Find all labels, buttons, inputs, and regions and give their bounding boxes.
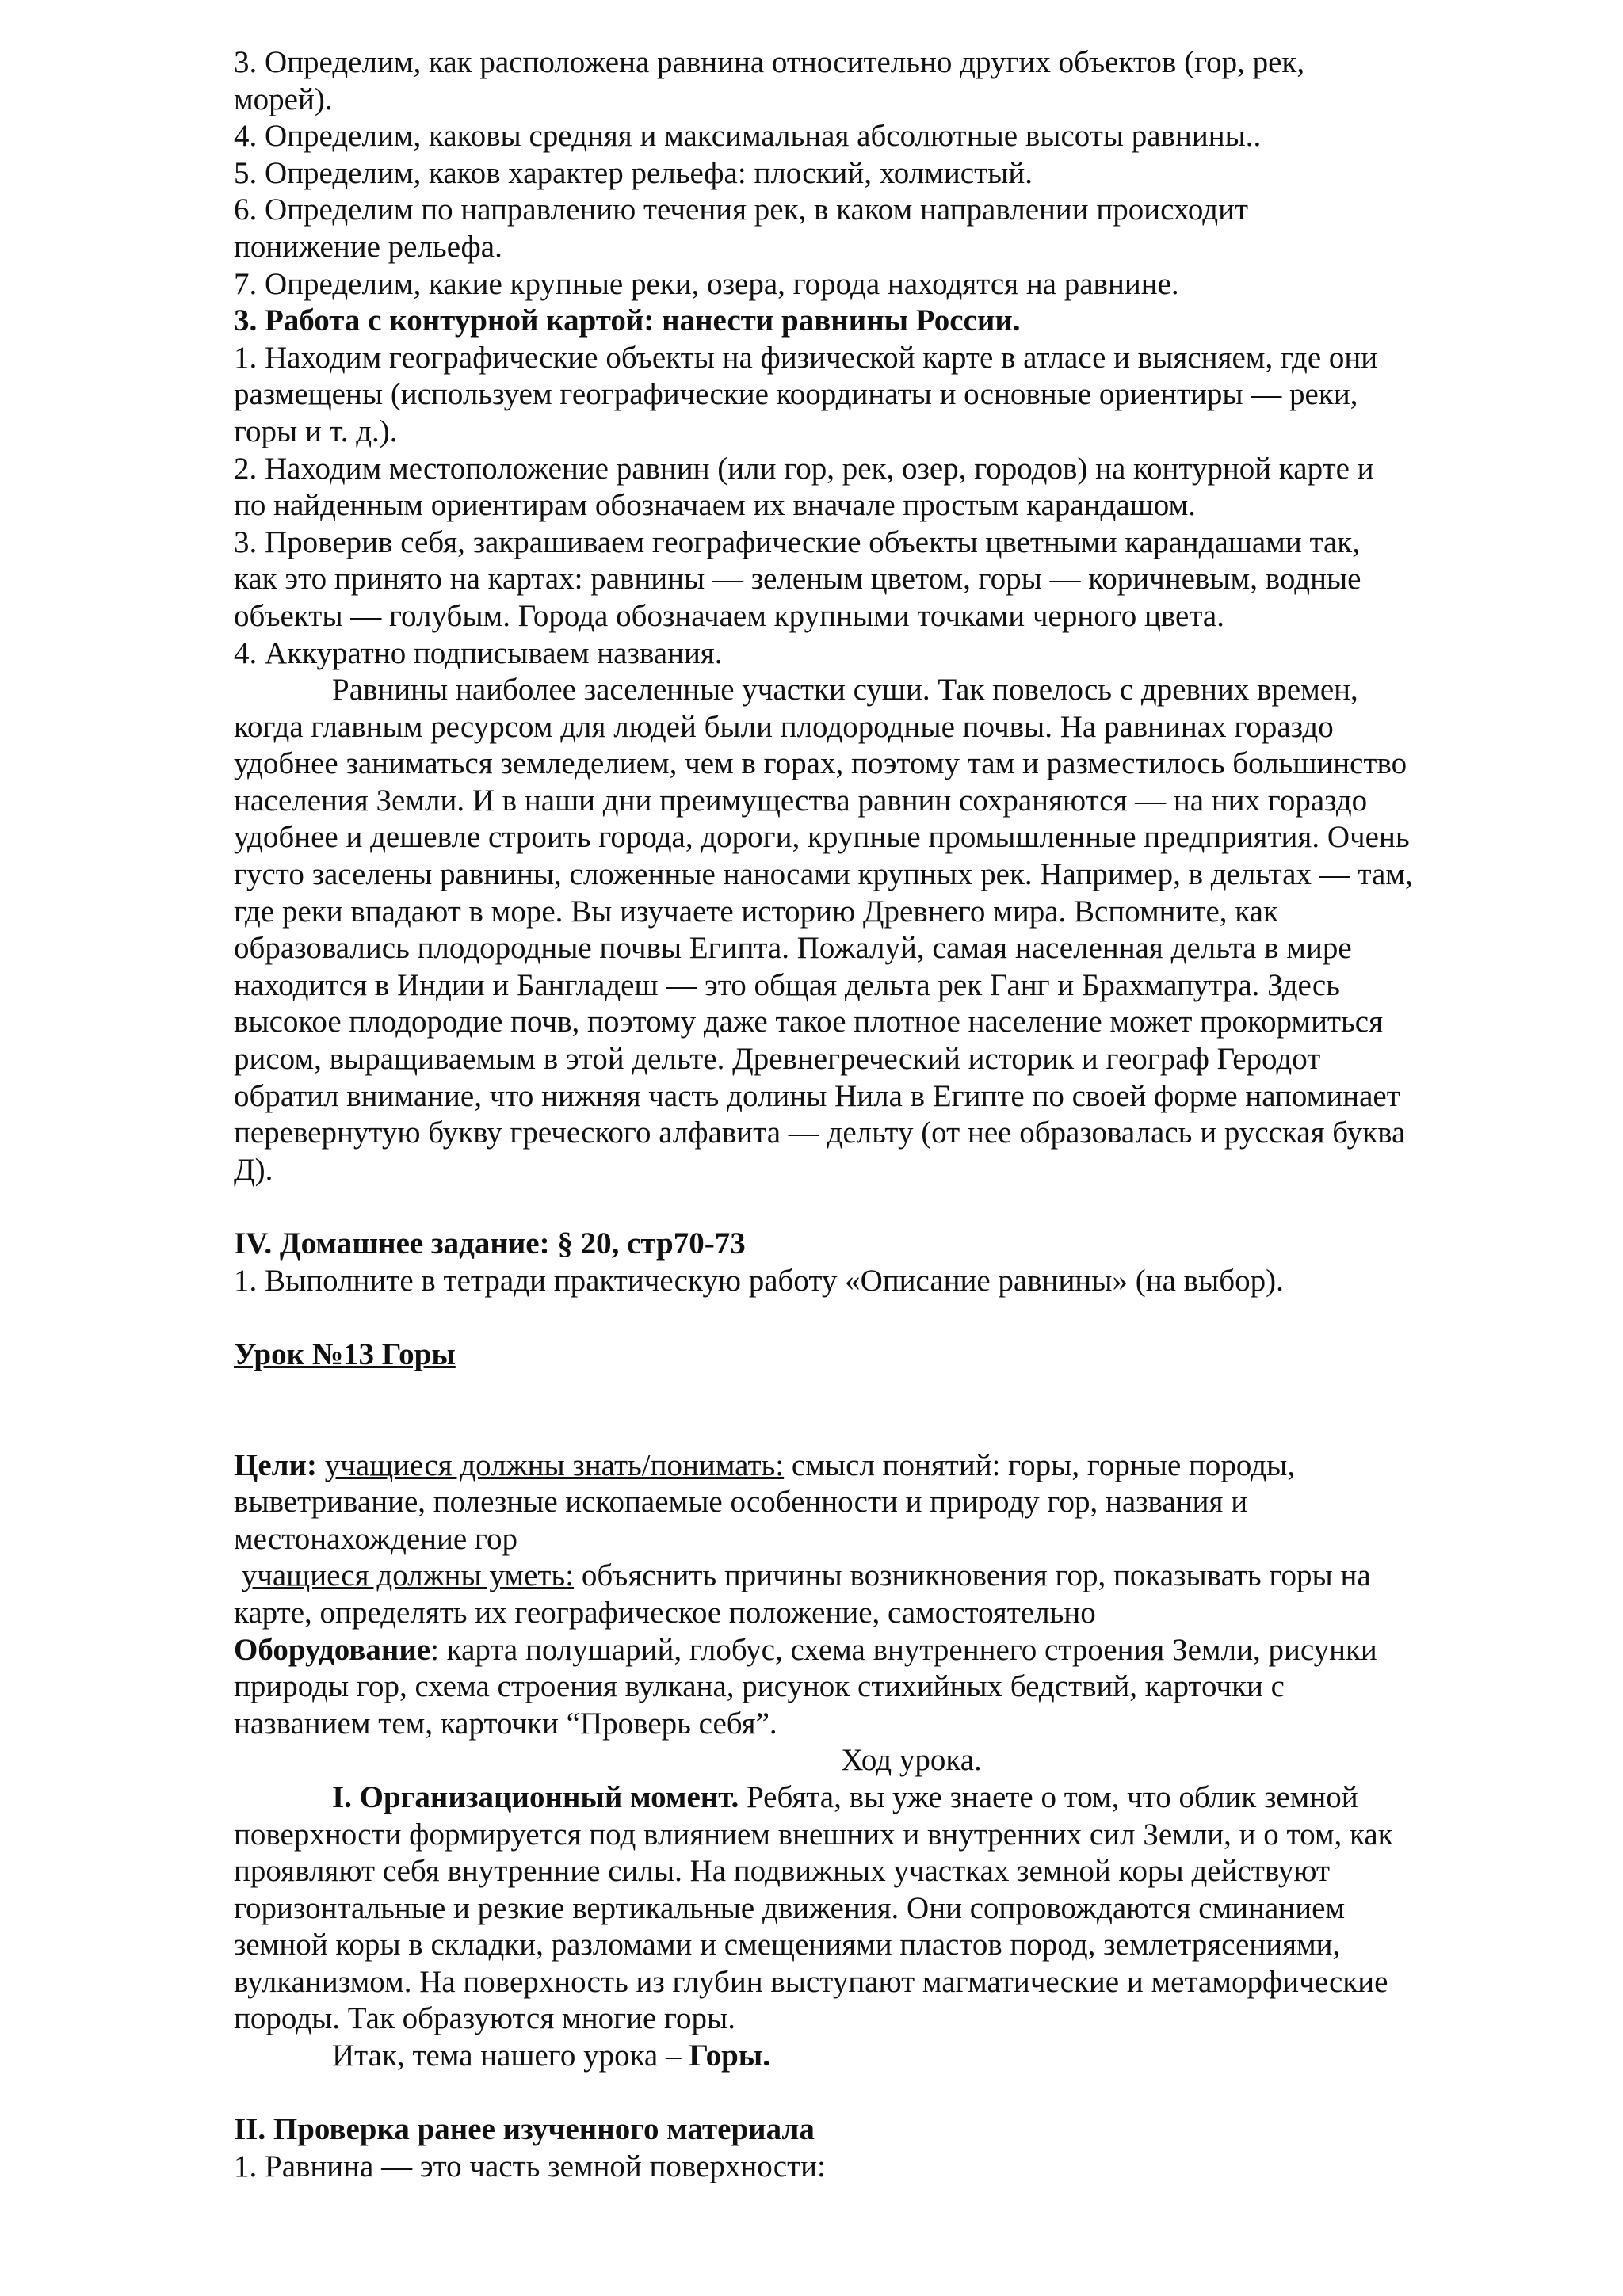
- text-line: названием тем, карточки “Проверь себя”.: [234, 1706, 777, 1741]
- text-line: 1. Выполните в тетради практическую работу «Описание равнины» (на выбор).: [234, 1263, 1284, 1298]
- text-line: находится в Индии и Бангладеш — это общая дельта рек Ганг и Брахмапутра. Здесь: [234, 967, 1340, 1002]
- blank-line: [234, 1299, 1502, 1337]
- text-line: Д).: [234, 1152, 273, 1187]
- goals-skills-line: [234, 1558, 1502, 1595]
- text-line: 7. Определим, какие крупные реки, озера, города находятся на равнине.: [234, 266, 1179, 301]
- topic-name: Горы.: [689, 2039, 771, 2073]
- text-line: размещены (используем географические координаты и основные ориентиры — реки,: [234, 377, 1358, 412]
- text-line: местонахождение гор: [234, 1521, 517, 1556]
- text-line: земной коры в складки, разломами и смещениями пластов пород, землетрясениями,: [234, 1928, 1341, 1962]
- text-line: где реки впадают в море. Вы изучаете историю Древнего мира. Вспомните, как: [234, 894, 1278, 929]
- text-line: понижение рельефа.: [234, 229, 502, 264]
- paragraph-first-line: Равнины наиболее заселенные участки суши. Так повелось с древних времен,: [332, 673, 1358, 707]
- text-line: как это принято на картах: равнины — зеленым цветом, горы — коричневым, водные: [234, 562, 1361, 597]
- org-moment-line: [234, 1779, 1502, 1817]
- text-line: высокое плодородие почв, поэтому даже такое плотное население может прокормиться: [234, 1005, 1384, 1039]
- goals-know-label: учащиеся должны знать/понимать:: [324, 1447, 785, 1482]
- document-page: [234, 44, 1502, 2185]
- text-line: 4. Аккуратно подписываем названия.: [234, 635, 723, 670]
- text-line: 3. Проверив себя, закрашиваем географические объекты цветными карандашами так,: [234, 524, 1360, 559]
- org-moment-label: I. Организационный момент.: [332, 1779, 739, 1814]
- text-line: 1. Находим географические объекты на физической карте в атласе и выясняем, где они: [234, 340, 1378, 375]
- topic-line: [234, 2038, 1502, 2075]
- text-line: 1. Равнина — это часть земной поверхности:: [234, 2149, 826, 2183]
- topic-intro: Итак, тема нашего урока –: [332, 2039, 682, 2073]
- text-line: образовались плодородные почвы Египта. Пожалуй, самая населенная дельта в мире: [234, 931, 1352, 966]
- equipment-text: : карта полушарий, глобус, схема внутреннего строения Земли, рисунки: [430, 1632, 1377, 1667]
- text-line: природы гор, схема строения вулкана, рисунок стихийных бедствий, карточки с: [234, 1669, 1285, 1704]
- text-line: населения Земли. И в наши дни преимущества равнин сохраняются — на них гораздо: [234, 783, 1368, 818]
- text-line: 2. Находим местоположение равнин (или гор, рек, озер, городов) на контурной карте и: [234, 451, 1374, 486]
- text-line: удобнее и дешевле строить города, дороги, крупные промышленные предприятия. Очень: [234, 820, 1410, 855]
- text-line: по найденным ориентирам обозначаем их вначале простым карандашом.: [234, 488, 1196, 523]
- goals-skills-text: объяснить причины возникновения гор, показывать горы на: [581, 1558, 1371, 1593]
- text-line: породы. Так образуются многие горы.: [234, 2001, 735, 2036]
- homework-heading: IV. Домашнее задание: § 20, стр70-73: [234, 1226, 746, 1261]
- text-line: морей).: [234, 82, 333, 116]
- text-line: обратил внимание, что нижняя часть долины Нила в Египте по своей форме напоминает: [234, 1078, 1400, 1113]
- equipment-label: Оборудование: [234, 1632, 431, 1667]
- text-line: карте, определять их географическое положение, самостоятельно: [234, 1595, 1096, 1630]
- text-line: объекты — голубым. Города обозначаем крупными точками черного цвета.: [234, 598, 1224, 633]
- text-line: рисом, выращиваемым в этой дельте. Древнегреческий историк и географ Геродот: [234, 1042, 1321, 1077]
- text-line: 6. Определим по направлению течения рек, в каком направлении происходит: [234, 193, 1249, 227]
- goals-line: [234, 1447, 1502, 1485]
- text-line: когда главным ресурсом для людей были плодородные почвы. На равнинах гораздо: [234, 709, 1334, 744]
- equipment-line: [234, 1632, 1502, 1669]
- blank-line: [234, 2075, 1502, 2112]
- goals-skills-label: учащиеся должны уметь:: [241, 1558, 575, 1593]
- text-line: выветривание, полезные ископаемые особенности и природу гор, названия и: [234, 1485, 1248, 1520]
- blank-line: [234, 1188, 1502, 1226]
- org-moment-text: Ребята, вы уже знаете о том, что облик земной: [746, 1779, 1358, 1814]
- section-heading: 3. Работа с контурной картой: нанести равнины России.: [234, 303, 1021, 338]
- text-line: 4. Определим, каковы средняя и максимальная абсолютные высоты равнины..: [234, 119, 1262, 154]
- lesson-title: Урок №13 Горы: [234, 1337, 456, 1371]
- text-line: удобнее заниматься земледелием, чем в горах, поэтому там и разместилось большинство: [234, 746, 1407, 781]
- text-line: перевернутую букву греческого алфавита — дельту (от нее образовалась и русская буква: [234, 1116, 1406, 1150]
- lesson-progress-heading: Ход урока.: [841, 1743, 982, 1778]
- text-line: поверхности формируется под влиянием внешних и внутренних сил Земли, и о том, как: [234, 1817, 1393, 1852]
- text-line: вулканизмом. На поверхность из глубин выступают магматические и метаморфические: [234, 1964, 1388, 1999]
- goals-know-text: смысл понятий: горы, горные породы,: [791, 1447, 1296, 1482]
- blank-line: [234, 1373, 1502, 1447]
- text-line: 3. Определим, как расположена равнина относительно других объектов (гор, рек,: [234, 45, 1305, 79]
- text-line: горизонтальные и резкие вертикальные движения. Они сопровождаются сминанием: [234, 1890, 1346, 1925]
- text-line: 5. Определим, каков характер рельефа: плоский, холмистый.: [234, 155, 1033, 190]
- goals-label: Цели:: [234, 1447, 317, 1482]
- text-line: густо заселены равнины, сложенные наносами крупных рек. Например, в дельтах — там,: [234, 857, 1413, 892]
- text-line: горы и т. д.).: [234, 414, 398, 448]
- review-heading: II. Проверка ранее изученного материала: [234, 2112, 815, 2147]
- text-line: проявляют себя внутренние силы. На подвижных участках земной коры действуют: [234, 1854, 1331, 1889]
